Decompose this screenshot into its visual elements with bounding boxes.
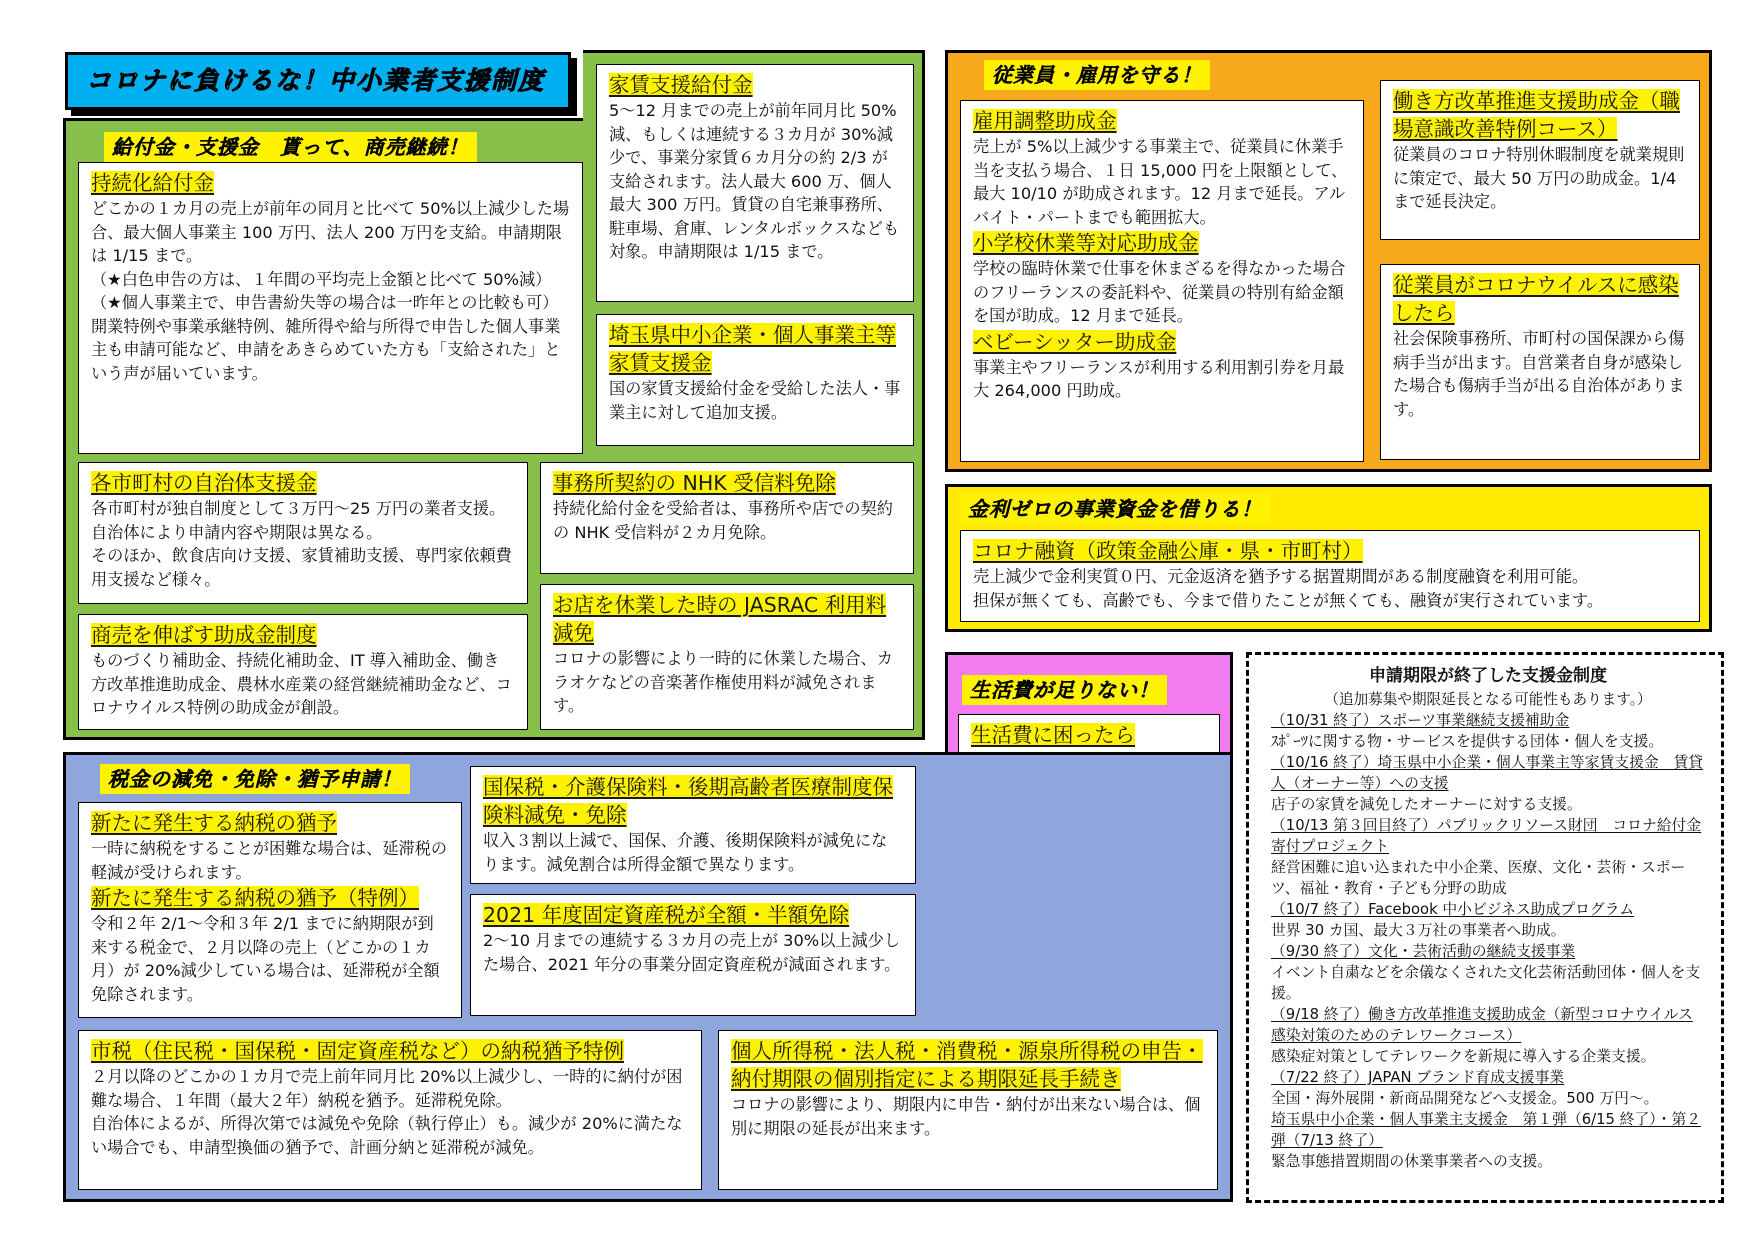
- box-shizei-body: ２月以降のどこかの１カ月で売上前年同月比 20%以上減少し、一時的に納付が困難な場合、１年間（最大２年）納税を猶予。延滞税免除。 自治体によるが、所得次第では減免や免除（執行停止）も。減少が 20%に満たない場合でも、申請型換価の猶予で、計画分納と延滞税が減免。: [91, 1067, 683, 1157]
- box-yachin-body: 5～12 月までの売上が前年同月比 50%減、もしくは連続する３カ月が 30%減少で、事業分家賃６カ月分の約 2/3 が支給されます。法人最大 600 万、個人最大 300 万円。賃貸の自宅兼事務所、駐車場、倉庫、レンタルボックスなども対象。申請期限は 1/15 まで。: [609, 101, 900, 261]
- box-shogakko-body: 学校の臨時休業で仕事を休まざるを得なかった場合のフリーランスの委託料や、従業員の特別有給金額を国が助成。12 月まで延長。: [973, 259, 1346, 325]
- employees-label: 従業員・雇用を守る！: [984, 60, 1210, 90]
- box-nhk: [540, 462, 914, 574]
- box-josei-title: 商売を伸ばす助成金制度: [91, 623, 317, 647]
- ended-program-title: （9/30 終了）文化・芸術活動の継続支援事業: [1271, 943, 1576, 960]
- ended-program-desc: ｽﾎﾟｰﾂに関する物・サービスを提供する団体・個人を支援。: [1271, 733, 1664, 750]
- box-shizei: [78, 1030, 702, 1190]
- ended-program-title: （10/7 終了）Facebook 中小ビジネス助成プログラム: [1271, 901, 1635, 918]
- box-kansen: [1380, 264, 1700, 460]
- ended-program-title: （10/16 終了）埼玉県中小企業・個人事業主等家賃支援金 賃貸人（オーナー等）への支援: [1271, 754, 1704, 792]
- box-jizoku-body: どこかの１カ月の売上が前年の同月と比べて 50%以上減少した場合、最大個人事業主 100 万円、法人 200 万円を支給。申請期限は 1/15 まで。 （★白色申告の方は、１年間の平均売上金額と比べて 50%減） （★個人事業主で、申告書紛失等の場合は一昨年との比較も可） 開業特例や事業承継特例、雑所得や給与所得で申告した個人事業主も申請可能など、申請をあきらめていた方も「支給された」という声が届いています。: [91, 199, 570, 383]
- box-yushi: [960, 530, 1700, 622]
- box-baby-body: 事業主やフリーランスが利用する利用割引券を月最大 264,000 円助成。: [973, 357, 1345, 400]
- box-hatarakikata-title: 働き方改革推進支援助成金（職場意識改善特例コース）: [1393, 89, 1680, 141]
- ended-programs-title: 申請期限が終了した支援金制度: [1369, 666, 1607, 686]
- box-yushi-title: コロナ融資（政策金融公庫・県・市町村）: [973, 539, 1363, 563]
- box-saitama-yachin: [596, 314, 914, 446]
- ended-program-desc: 店子の家賃を減免したオーナーに対する支援。: [1271, 796, 1582, 813]
- living-label: 生活費が足りない！: [962, 675, 1167, 705]
- ended-program-item: [1271, 710, 1705, 752]
- box-saitama-yachin-title: 埼玉県中小企業・個人事業主等家賃支援金: [609, 323, 896, 375]
- box-saitama-yachin-body: 国の家賃支援給付金を受給した法人・事業主に対して追加支援。: [609, 379, 901, 422]
- box-kokuho-body: 収入３割以上減で、国保、介護、後期保険料が減免になります。減免割合は所得金額で異なります。: [483, 831, 888, 874]
- box-kansen-body: 社会保険事務所、市町村の国保課から傷病手当が出ます。自営業者自身が感染した場合も傷病手当が出る自治体があります。: [1393, 329, 1685, 419]
- ended-program-desc: 感染症対策としてテレワークを新規に導入する企業支援。: [1271, 1048, 1656, 1065]
- ended-program-item: [1271, 1004, 1705, 1067]
- box-nozei-yuyo-body: 一時に納税をすることが困難な場合は、延滞税の軽減が受けられます。: [91, 839, 448, 882]
- ended-program-item: [1271, 1109, 1705, 1172]
- box-jasrac-title: お店を休業した時の JASRAC 利用料減免: [553, 593, 887, 645]
- box-shichoson-title: 各市町村の自治体支援金: [91, 471, 317, 495]
- box-kokuho: [470, 766, 916, 884]
- box-nhk-body: 持続化給付金を受給者は、事務所や店での契約の NHK 受信料が２カ月免除。: [553, 499, 893, 542]
- box-shogakko-title: 小学校休業等対応助成金: [973, 231, 1199, 255]
- ended-program-title: （9/18 終了）働き方改革推進支援助成金（新型コロナウイルス感染対策のためのテレワークコース）: [1271, 1006, 1693, 1044]
- box-koyo-body: 売上が 5%以上減少する事業主で、従業員に休業手当を支払う場合、１日 15,000 円を上限額として、最大 10/10 が助成されます。12 月まで延長。アルバイト・パートまでも範囲拡大。: [973, 137, 1348, 227]
- box-kansen-title: 従業員がコロナウイルスに感染したら: [1393, 273, 1679, 325]
- box-yushi-body: 売上減少で金利実質０円、元金返済を猶予する据置期間がある制度融資を利用可能。 担保が無くても、高齢でも、今まで借りたことが無くても、融資が実行されています。: [973, 567, 1604, 610]
- box-jasrac: [540, 584, 914, 730]
- ended-program-title: （7/22 終了）JAPAN ブランド育成支援事業: [1271, 1069, 1565, 1086]
- ended-program-desc: 緊急事態措置期間の休業事業者への支援。: [1271, 1153, 1553, 1170]
- box-kojin-body: コロナの影響により、期限内に申告・納付が出来ない場合は、個別に期限の延長が出来ます。: [731, 1095, 1201, 1138]
- ended-programs-panel: [1246, 652, 1724, 1203]
- box-nhk-title: 事務所契約の NHK 受信料免除: [553, 471, 836, 495]
- ended-program-item: [1271, 752, 1705, 815]
- page-title: コロナに負けるな！中小業者支援制度: [65, 52, 571, 110]
- box-shizei-title: 市税（住民税・国保税・固定資産税など）の納税猶予特例: [91, 1039, 624, 1063]
- ended-programs-note: （追加募集や期限延長となる可能性もあります。）: [1324, 691, 1652, 708]
- box-jizoku: [78, 162, 583, 454]
- box-jasrac-body: コロナの影響により一時的に休業した場合、カラオケなどの音楽著作権使用料が減免されます。: [553, 649, 893, 715]
- box-josei-body: ものづくり補助金、持続化補助金、IT 導入補助金、働き方改革推進助成金、農林水産業の経営継続補助金など、コロナウイルス特例の助成金が創設。: [91, 651, 512, 717]
- taxes-label: 税金の減免・免除・猶予申請！: [100, 764, 410, 794]
- box-kokuho-title: 国保税・介護保険料・後期高齢者医療制度保険料減免・免除: [483, 775, 893, 827]
- ended-program-item: [1271, 1067, 1705, 1109]
- box-jizoku-title: 持続化給付金: [91, 171, 214, 195]
- box-nozei-yuyo-title: 新たに発生する納税の猶予: [91, 811, 337, 835]
- box-nozei: [78, 802, 462, 1018]
- box-shichoson: [78, 462, 528, 604]
- box-nozei-tokurei-title: 新たに発生する納税の猶予（特例）: [91, 886, 419, 910]
- ended-program-title: 埼玉県中小企業・個人事業主支援金 第１弾（6/15 終了）・第２弾（7/13 終了）: [1271, 1111, 1702, 1149]
- box-kotei: [470, 894, 916, 1016]
- box-yachin-title: 家賃支援給付金: [609, 73, 753, 97]
- box-kotei-title: 2021 年度固定資産税が全額・半額免除: [483, 903, 850, 927]
- ended-program-item: [1271, 899, 1705, 941]
- ended-program-title: （10/13 第３回目終了）パブリックリソース財団 コロナ給付金寄付プロジェクト: [1271, 817, 1702, 855]
- ended-program-desc: イベント自粛などを余儀なくされた文化芸術活動団体・個人を支援。: [1271, 964, 1701, 1002]
- ended-program-title: （10/31 終了）スポーツ事業継続支援補助金: [1271, 712, 1570, 729]
- grants-label: 給付金・支援金 貰って、商売継続！: [104, 132, 477, 162]
- ended-program-desc: 経営困難に追い込まれた中小企業、医療、文化・芸術・スポーツ、福祉・教育・子ども分野の助成: [1271, 859, 1686, 897]
- loans-label: 金利ゼロの事業資金を借りる！: [960, 494, 1270, 524]
- box-kotei-body: 2～10 月までの連続する３カ月の売上が 30%以上減少した場合、2021 年分の事業分固定資産税が減面されます。: [483, 931, 901, 974]
- box-josei: [78, 614, 528, 730]
- box-kojin: [718, 1030, 1218, 1190]
- box-koyo: [960, 100, 1364, 462]
- box-baby-title: ベビーシッター助成金: [973, 329, 1177, 354]
- box-hatarakikata: [1380, 80, 1700, 240]
- ended-program-desc: 世界 30 カ国、最大３万社の事業者へ助成。: [1271, 922, 1566, 939]
- ended-programs-list: [1271, 710, 1705, 1172]
- box-kojin-title: 個人所得税・法人税・消費税・源泉所得税の申告・納付期限の個別指定による期限延長手続き: [731, 1039, 1203, 1091]
- box-shichoson-body: 各市町村が独自制度として３万円～25 万円の業者支援。自治体により申請内容や期限は異なる。 そのほか、飲食店向け支援、家賃補助支援、専門家依頼費用支援など様々。: [91, 499, 512, 589]
- ended-program-item: [1271, 941, 1705, 1004]
- box-seikatsu-title: 生活費に困ったら: [971, 723, 1135, 747]
- ended-program-desc: 全国・海外展開・新商品開発などへ支援金。500 万円～。: [1271, 1090, 1659, 1107]
- box-hatarakikata-body: 従業員のコロナ特別休暇制度を就業規則に策定で、最大 50 万円の助成金。1/4 まで延長決定。: [1393, 145, 1685, 211]
- box-koyo-title: 雇用調整助成金: [973, 109, 1117, 133]
- box-nozei-tokurei-body: 令和２年 2/1～令和３年 2/1 までに納期限が到来する税金で、２月以降の売上（どこかの１カ月）が 20%減少している場合は、延滞税が全額免除されます。: [91, 914, 440, 1004]
- box-yachin: [596, 64, 914, 302]
- ended-program-item: [1271, 815, 1705, 899]
